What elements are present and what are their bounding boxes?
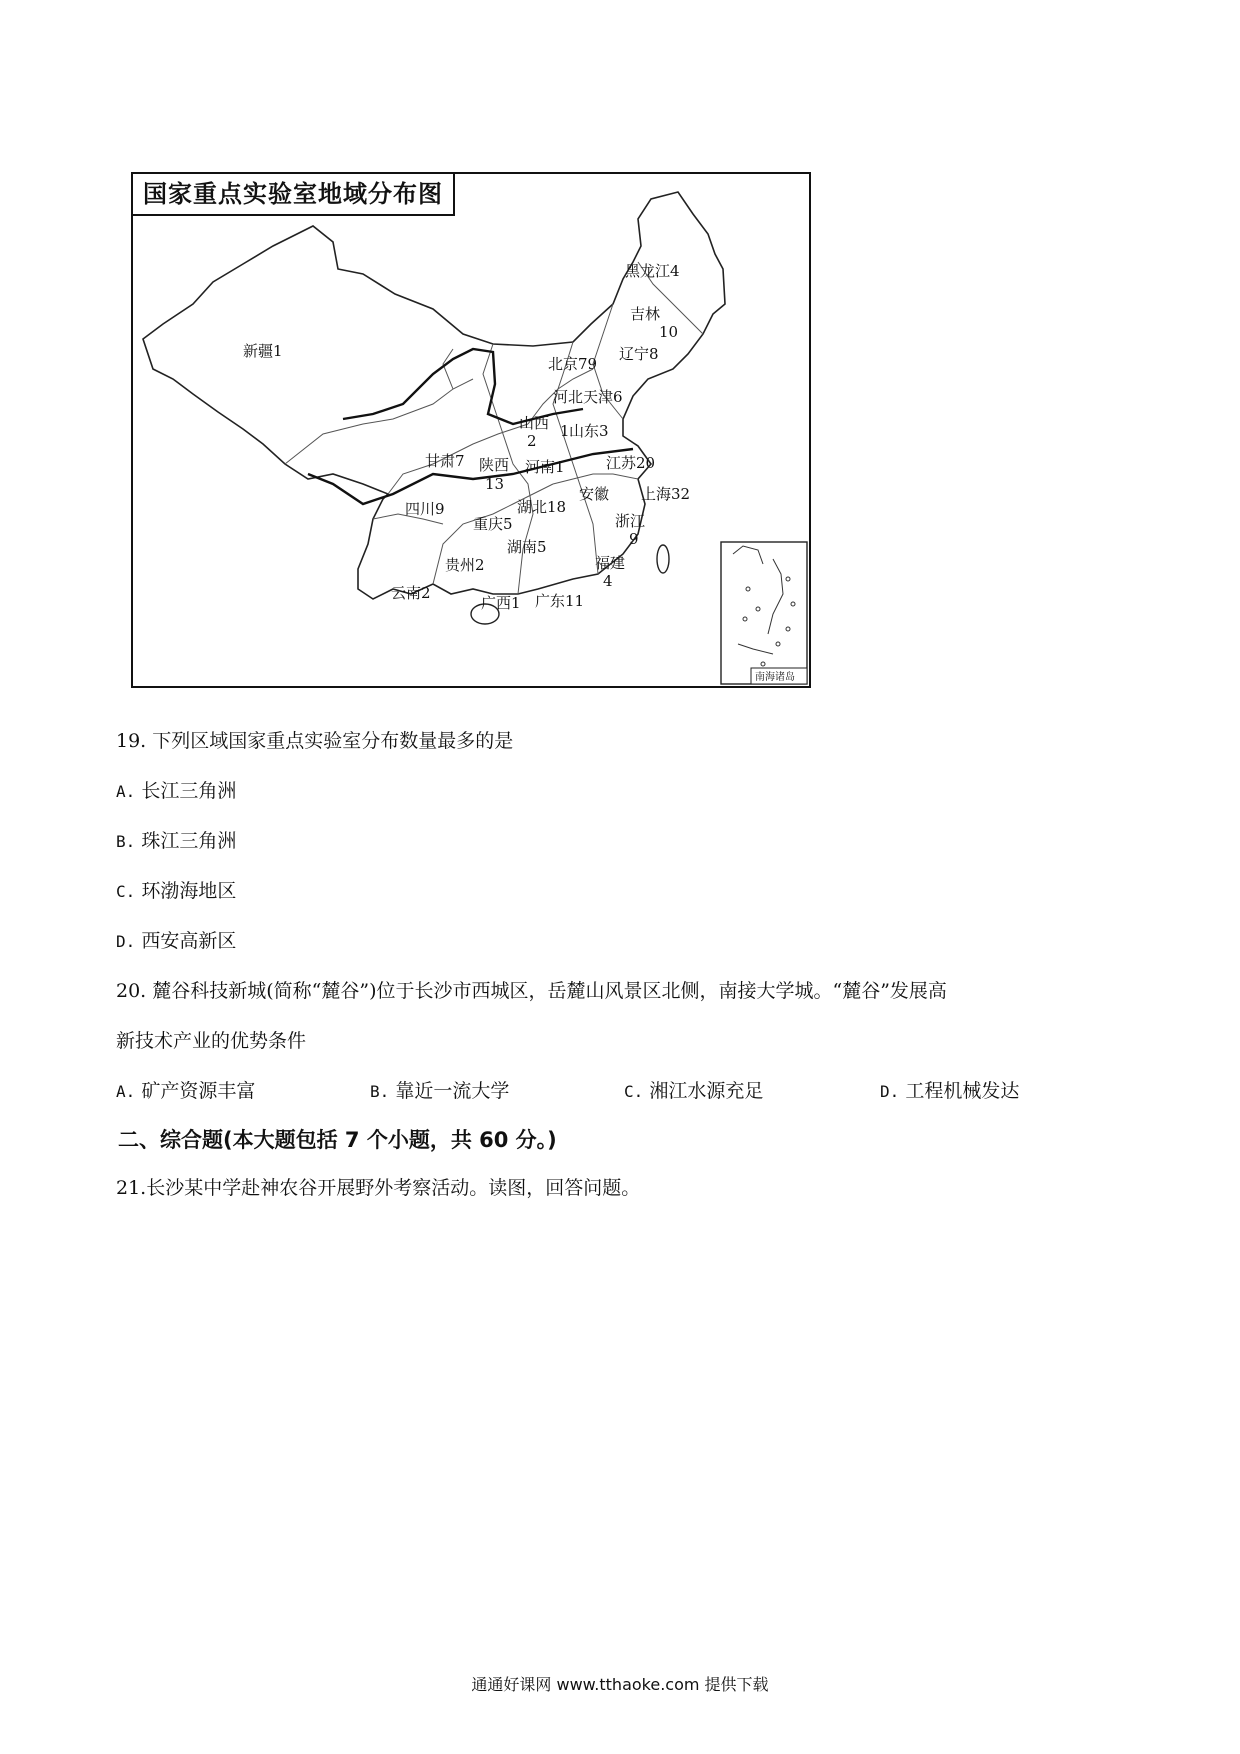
option-letter: A. [116,782,136,801]
option-text: 工程机械发达 [905,1080,1020,1102]
label-jiangsu: 江苏20 [606,454,656,472]
label-anhui: 安徽 [579,485,610,503]
q20-stem-line2: 新技术产业的优势条件 [116,1030,307,1052]
label-henan: 河南1 [525,458,565,476]
q19-option-b [116,827,236,856]
label-yunnan: 云南2 [391,584,431,602]
q20-option-d [880,1077,1019,1106]
q20-option-c [624,1077,763,1106]
label-shanghai: 上海32 [641,485,691,503]
q20-stem-line1: 20. 麓谷科技新城(简称“麓谷”)位于长沙市西城区，岳麓山风景区北侧，南接大学城。“麓谷”发展高 [116,980,947,1002]
option-letter: A. [116,1082,136,1101]
label-zhejiang-count: 9 [629,530,639,548]
option-letter: C. [624,1082,644,1101]
label-sichuan: 四川9 [405,500,445,518]
label-chongqing: 重庆5 [473,515,513,533]
q21-stem: 21.长沙某中学赴神农谷开展野外考察活动。读图，回答问题。 [116,1177,641,1199]
label-shandong-pre: 1 [560,422,570,440]
label-shaanxi: 陕西 [479,456,510,474]
label-shanxi: 山西 [519,414,550,432]
inset-label: 南海诸岛 [755,672,795,683]
label-xinjiang: 新疆1 [243,342,283,360]
label-beijing: 北京79 [548,355,598,373]
option-text: 长江三角洲 [141,780,237,802]
label-shaanxi-count: 13 [485,475,505,493]
q20-option-a [116,1077,255,1106]
label-liaoning: 辽宁8 [619,345,659,363]
label-zhejiang: 浙江 [615,512,646,530]
label-fujian-count: 4 [603,572,613,590]
label-jilin-count: 10 [659,323,679,341]
map-title: 国家重点实验室地域分布图 [133,174,455,216]
label-gansu: 甘肃7 [425,452,465,470]
label-hunan: 湖南5 [507,538,547,556]
q20-option-b [370,1077,509,1106]
label-guangxi: 广西1 [481,594,521,612]
label-hebei-tianjin: 河北天津6 [553,388,623,406]
option-letter: C. [116,882,136,901]
option-text: 环渤海地区 [141,880,237,902]
option-text: 矿产资源丰富 [141,1080,256,1102]
label-shanxi-count: 2 [527,432,537,450]
china-map-outline [133,174,809,686]
option-text: 湘江水源充足 [649,1080,764,1102]
label-fujian: 福建 [595,554,626,572]
q19-option-a [116,777,236,806]
option-text: 珠江三角洲 [141,830,237,852]
option-text: 西安高新区 [141,930,237,952]
option-letter: B. [116,832,136,851]
lab-distribution-map [131,172,811,688]
label-guizhou: 贵州2 [445,556,485,574]
label-hubei: 湖北18 [517,498,567,516]
label-heilongjiang: 黑龙江4 [625,262,680,280]
option-text: 靠近一流大学 [395,1080,510,1102]
taiwan-island [657,545,669,573]
q19-stem: 19. 下列区域国家重点实验室分布数量最多的是 [116,730,514,752]
page-footer: 通通好课网 www.tthaoke.com 提供下载 [471,1675,769,1694]
q19-option-c [116,877,236,906]
label-shandong: 山东3 [569,422,609,440]
section-heading: 二、综合题(本大题包括 7 个小题，共 60 分。) [118,1128,557,1152]
option-letter: D. [880,1082,900,1101]
option-letter: D. [116,932,136,951]
q19-option-d [116,927,236,956]
yellow-river [343,349,583,424]
option-letter: B. [370,1082,390,1101]
label-jilin: 吉林 [630,305,661,323]
label-guangdong: 广东11 [535,592,585,610]
